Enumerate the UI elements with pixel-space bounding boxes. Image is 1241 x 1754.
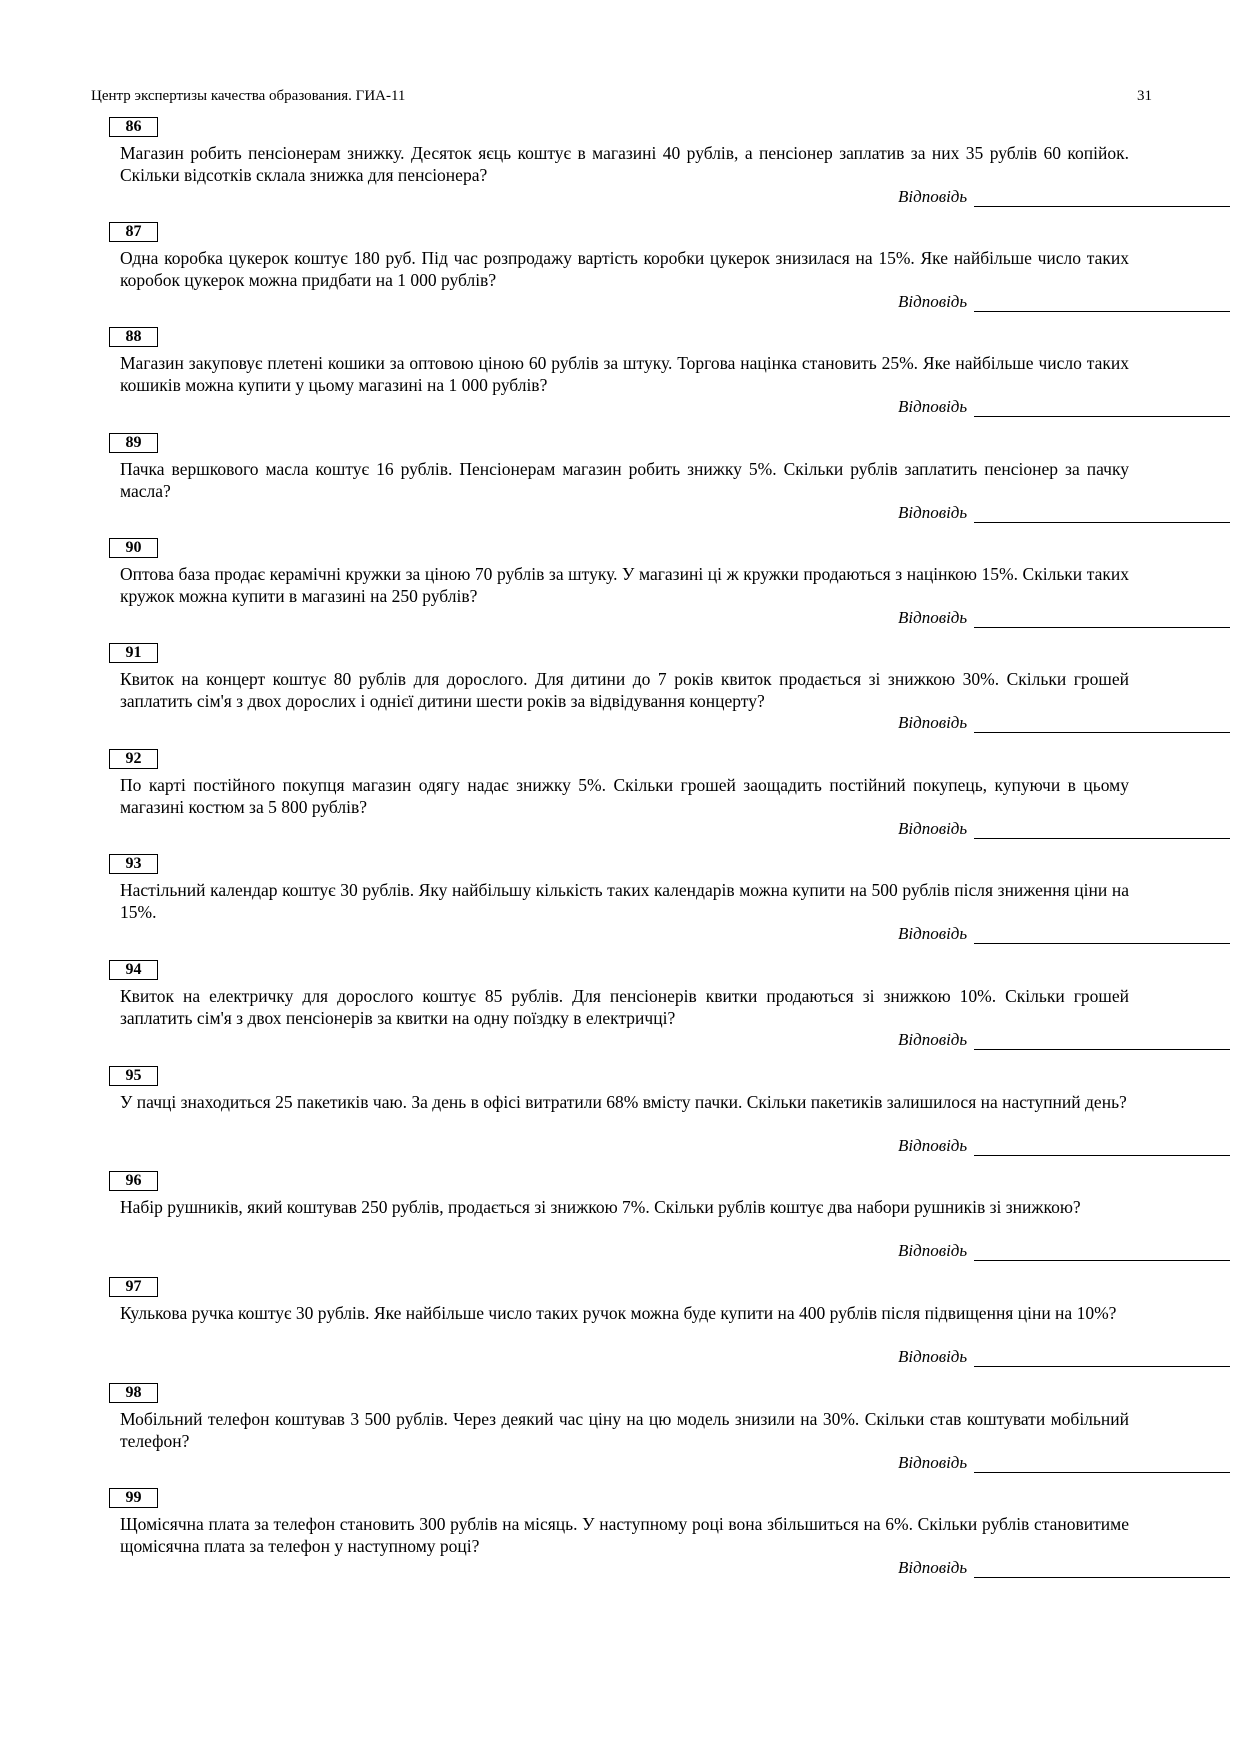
answer-label: Відповідь	[898, 1136, 968, 1155]
problem-text: Одна коробка цукерок коштує 180 руб. Під час розпродажу вартість коробки цукерок знизилася на 15%. Яке найбільше число таких коробок цукерок можна придбати на 1 000 рублів?	[120, 248, 1129, 290]
problem-99	[109, 1488, 1129, 1588]
answer-row	[788, 1452, 1129, 1474]
problem-number: 90	[109, 538, 158, 558]
answer-label: Відповідь	[898, 713, 968, 732]
problem-number: 86	[109, 117, 158, 137]
problem-98	[109, 1383, 1129, 1483]
answer-row	[788, 607, 1129, 629]
answer-field[interactable]	[974, 1260, 1230, 1261]
problem-number: 93	[109, 854, 158, 874]
answer-row	[788, 818, 1129, 840]
answer-label: Відповідь	[898, 924, 968, 943]
answer-field[interactable]	[974, 206, 1230, 207]
problem-number: 96	[109, 1171, 158, 1191]
answer-field[interactable]	[974, 1472, 1230, 1473]
answer-field[interactable]	[974, 1155, 1230, 1156]
problem-96	[109, 1171, 1129, 1271]
problem-text: По карті постійного покупця магазин одягу надає знижку 5%. Скільки грошей заощадить постійний покупець, купуючи в цьому магазині костюм за 5 800 рублів?	[120, 775, 1129, 817]
problem-text: Щомісячна плата за телефон становить 300 рублів на місяць. У наступному році вона збільшиться на 6%. Скільки рублів становитиме щомісячна плата за телефон у наступному році?	[120, 1514, 1129, 1556]
answer-row	[788, 186, 1129, 208]
problem-number: 89	[109, 433, 158, 453]
answer-label: Відповідь	[898, 187, 968, 206]
problem-90	[109, 538, 1129, 638]
answer-row	[788, 923, 1129, 945]
answer-label: Відповідь	[898, 1241, 968, 1260]
answer-field[interactable]	[974, 416, 1230, 417]
answer-field[interactable]	[974, 522, 1230, 523]
problem-93	[109, 854, 1129, 954]
answer-field[interactable]	[974, 1577, 1230, 1578]
page-number: 31	[1137, 88, 1152, 104]
problem-text: Кулькова ручка коштує 30 рублів. Яке найбільше число таких ручок можна буде купити на 400 рублів після підвищення ціни на 10%?	[120, 1303, 1117, 1323]
problem-92	[109, 749, 1129, 849]
problem-text: Пачка вершкового масла коштує 16 рублів. Пенсіонерам магазин робить знижку 5%. Скільки рублів заплатить пенсіонер за пачку масла?	[120, 459, 1129, 501]
answer-field[interactable]	[974, 1366, 1230, 1367]
answer-row	[788, 1240, 1129, 1262]
problem-97	[109, 1277, 1129, 1377]
answer-row	[788, 396, 1129, 418]
answer-row	[788, 1557, 1129, 1579]
problem-89	[109, 433, 1129, 533]
problem-number: 95	[109, 1066, 158, 1086]
problem-number: 94	[109, 960, 158, 980]
answer-label: Відповідь	[898, 1030, 968, 1049]
answer-field[interactable]	[974, 627, 1230, 628]
answer-label: Відповідь	[898, 1558, 968, 1577]
problem-number: 97	[109, 1277, 158, 1297]
answer-row	[788, 1346, 1129, 1368]
answer-label: Відповідь	[898, 819, 968, 838]
problem-94	[109, 960, 1129, 1060]
problem-text: Магазин робить пенсіонерам знижку. Десяток яєць коштує в магазині 40 рублів, а пенсіонер заплатив за них 35 рублів 60 копійок. Скільки відсотків склала знижка для пенсіонера?	[120, 143, 1129, 185]
answer-row	[788, 712, 1129, 734]
answer-row	[788, 502, 1129, 524]
answer-label: Відповідь	[898, 503, 968, 522]
problem-text: Настільний календар коштує 30 рублів. Яку найбільшу кількість таких календарів можна купити на 500 рублів після зниження ціни на 15%.	[120, 880, 1129, 922]
problem-number: 92	[109, 749, 158, 769]
problem-text: Оптова база продає керамічні кружки за ціною 70 рублів за штуку. У магазині ці ж кружки продаються з націнкою 15%. Скільки таких кружок можна купити в магазині на 250 рублів?	[120, 564, 1129, 606]
problem-text: Мобільний телефон коштував 3 500 рублів. Через деякий час ціну на цю модель знизили на 30%. Скільки став коштувати мобільний телефон?	[120, 1409, 1129, 1451]
problem-88	[109, 327, 1129, 427]
problem-86	[109, 117, 1129, 217]
answer-row	[788, 1029, 1129, 1051]
page-header	[91, 88, 1152, 108]
problem-number: 98	[109, 1383, 158, 1403]
problem-87	[109, 222, 1129, 322]
problem-number: 87	[109, 222, 158, 242]
answer-label: Відповідь	[898, 1347, 968, 1366]
answer-row	[788, 291, 1129, 313]
answer-field[interactable]	[974, 732, 1230, 733]
problem-text: Магазин закуповує плетені кошики за оптовою ціною 60 рублів за штуку. Торгова націнка становить 25%. Яке найбільше число таких кошиків можна купити у цьому магазині на 1 000 рублів?	[120, 353, 1129, 395]
problem-text: Набір рушників, який коштував 250 рублів, продається зі знижкою 7%. Скільки рублів коштує два набори рушників зі знижкою?	[120, 1197, 1081, 1217]
problem-number: 99	[109, 1488, 158, 1508]
answer-field[interactable]	[974, 311, 1230, 312]
problem-text: Квиток на концерт коштує 80 рублів для дорослого. Для дитини до 7 років квиток продається зі знижкою 30%. Скільки грошей заплатить сім'я з двох дорослих і однієї дитини шести років за відвідування концерту?	[120, 669, 1129, 711]
problem-text: Квиток на електричку для дорослого коштує 85 рублів. Для пенсіонерів квитки продаються зі знижкою 10%. Скільки грошей заплатить сім'я з двох пенсіонерів за квитки на одну поїздку в електричці?	[120, 986, 1129, 1028]
answer-field[interactable]	[974, 838, 1230, 839]
answer-row	[788, 1135, 1129, 1157]
problem-number: 88	[109, 327, 158, 347]
answer-field[interactable]	[974, 1049, 1230, 1050]
answer-label: Відповідь	[898, 292, 968, 311]
answer-field[interactable]	[974, 943, 1230, 944]
problem-text: У пачці знаходиться 25 пакетиків чаю. За день в офісі витратили 68% вмісту пачки. Скільки пакетиків залишилося на наступний день?	[120, 1092, 1127, 1112]
answer-label: Відповідь	[898, 1453, 968, 1472]
problem-95	[109, 1066, 1129, 1166]
header-title: Центр экспертизы качества образования. ГИА-11	[91, 88, 406, 104]
problem-91	[109, 643, 1129, 743]
answer-label: Відповідь	[898, 608, 968, 627]
problem-number: 91	[109, 643, 158, 663]
answer-label: Відповідь	[898, 397, 968, 416]
